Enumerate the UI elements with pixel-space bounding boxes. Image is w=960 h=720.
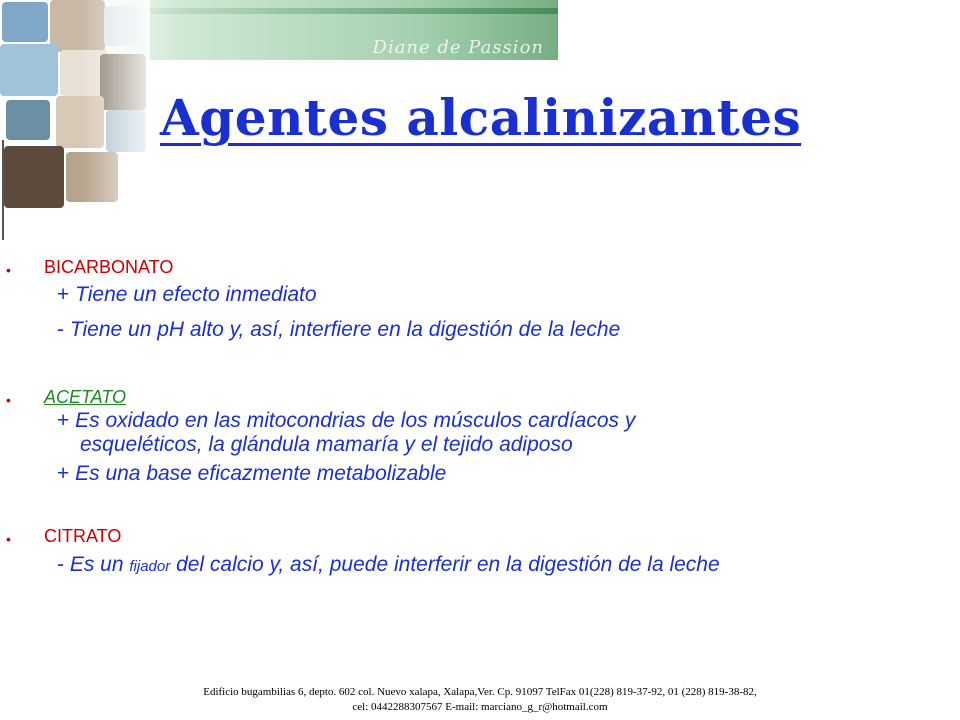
list-item: - Es un fijador del calcio y, así, puede interferir en la digestión de la leche bbox=[57, 553, 720, 576]
list-item: + Es oxidado en las mitocondrias de los músculos cardíacos y bbox=[57, 409, 636, 432]
header-stripe bbox=[90, 8, 558, 14]
list-item-continuation: esqueléticos, la glándula mamaría y el tejido adiposo bbox=[80, 433, 573, 456]
header-green-band bbox=[90, 0, 558, 60]
section-heading-citrato: CITRATO bbox=[44, 526, 122, 546]
bullet-icon: • bbox=[6, 531, 11, 547]
list-item: + Es una base eficazmente metabolizable bbox=[57, 462, 447, 485]
list-item: - Tiene un pH alto y, así, interfiere en la digestión de la leche bbox=[57, 318, 621, 341]
section-heading-bicarbonato: BICARBONATO bbox=[44, 257, 174, 277]
photo-collage bbox=[0, 0, 150, 215]
footer-address: Edificio bugambilias 6, depto. 602 col. Nuevo xalapa, Xalapa,Ver. Cp. 91097 TelFax 01(228) 819-37-92, 01 (228) 819-38-82, bbox=[203, 686, 757, 698]
header-band-text: Diane de Passion bbox=[372, 37, 544, 58]
section-heading-acetato: ACETATO bbox=[44, 387, 127, 407]
bullet-icon: • bbox=[6, 262, 11, 278]
bullet-icon: • bbox=[6, 392, 11, 408]
decorative-rule bbox=[2, 140, 4, 240]
list-item: + Tiene un efecto inmediato bbox=[57, 283, 317, 306]
page-title: Agentes alcalinizantes bbox=[160, 88, 802, 147]
footer-contact: cel: 0442288307567 E-mail: marciano_g_r@hotmail.com bbox=[352, 701, 608, 713]
